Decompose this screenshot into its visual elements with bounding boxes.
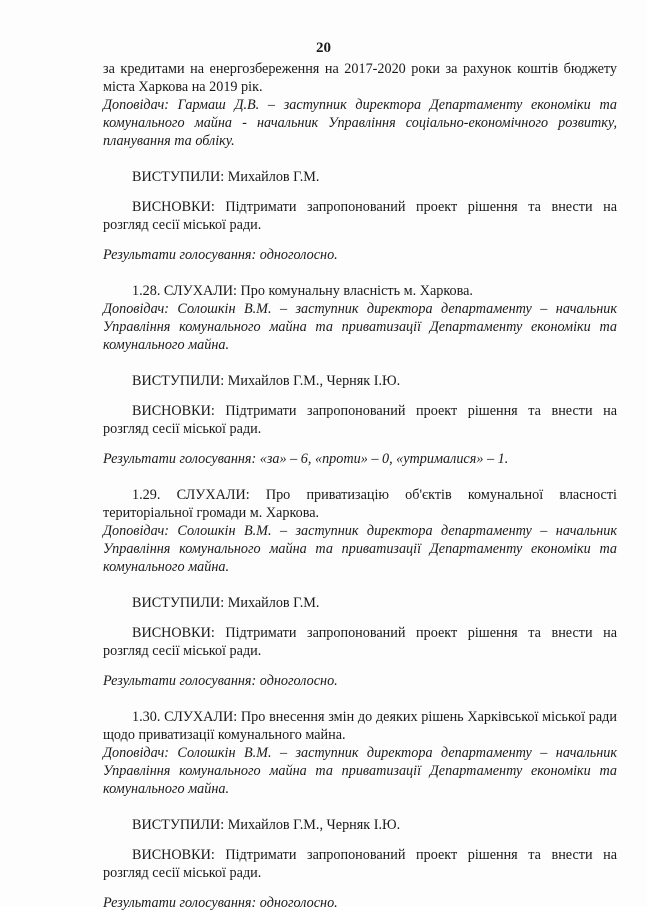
intro-section xyxy=(103,60,617,264)
item-spoke: ВИСТУПИЛИ: Михайлов Г.М., Черняк І.Ю. xyxy=(132,817,401,833)
agenda-item-1-29 xyxy=(103,486,617,690)
item-vote: Результати голосування: одноголосно. xyxy=(103,673,338,689)
item-heard: 1.30. СЛУХАЛИ: Про внесення змін до деяких рішень Харківської міської ради щодо приватизації комунального майна. xyxy=(103,709,617,743)
item-vote: Результати голосування: одноголосно. xyxy=(103,895,338,911)
item-speaker: Доповідач: Солошкін В.М. – заступник директора департаменту – начальник Управління комунального майна та приватизації Департаменту економіки та комунального майна. xyxy=(103,301,617,353)
item-conclusions: ВИСНОВКИ: Підтримати запропонований проект рішення та внести на розгляд сесії міської ради. xyxy=(103,625,617,659)
item-speaker: Доповідач: Солошкін В.М. – заступник директора департаменту – начальник Управління комунального майна та приватизації Департаменту економіки та комунального майна. xyxy=(103,745,617,797)
agenda-item-1-30 xyxy=(103,708,617,912)
page-number: 20 xyxy=(316,40,331,56)
intro-conclusions: ВИСНОВКИ: Підтримати запропонований проект рішення та внести на розгляд сесії міської ради. xyxy=(103,199,617,233)
item-vote: Результати голосування: «за» – 6, «проти» – 0, «утрималися» – 1. xyxy=(103,451,509,467)
item-spoke: ВИСТУПИЛИ: Михайлов Г.М., Черняк І.Ю. xyxy=(132,373,401,389)
item-speaker: Доповідач: Солошкін В.М. – заступник директора департаменту – начальник Управління комунального майна та приватизації Департаменту економіки та комунального майна. xyxy=(103,523,617,575)
intro-spoke: ВИСТУПИЛИ: Михайлов Г.М. xyxy=(132,169,320,185)
document-body xyxy=(103,60,617,912)
item-conclusions: ВИСНОВКИ: Підтримати запропонований проект рішення та внести на розгляд сесії міської ради. xyxy=(103,403,617,437)
item-heard: 1.28. СЛУХАЛИ: Про комунальну власність м. Харкова. xyxy=(132,283,473,299)
agenda-item-1-28 xyxy=(103,282,617,468)
item-conclusions: ВИСНОВКИ: Підтримати запропонований проект рішення та внести на розгляд сесії міської ради. xyxy=(103,847,617,881)
intro-text: за кредитами на енергозбереження на 2017-2020 роки за рахунок коштів бюджету міста Харкова на 2019 рік. xyxy=(103,61,617,95)
item-heard: 1.29. СЛУХАЛИ: Про приватизацію об'єктів комунальної власності територіальної громади м. Харкова. xyxy=(103,487,617,521)
item-spoke: ВИСТУПИЛИ: Михайлов Г.М. xyxy=(132,595,320,611)
intro-speaker: Доповідач: Гармаш Д.В. – заступник директора Департаменту економіки та комунального майна - начальник Управління соціально-економічного розвитку, планування та обліку. xyxy=(103,97,617,149)
intro-vote: Результати голосування: одноголосно. xyxy=(103,247,338,263)
